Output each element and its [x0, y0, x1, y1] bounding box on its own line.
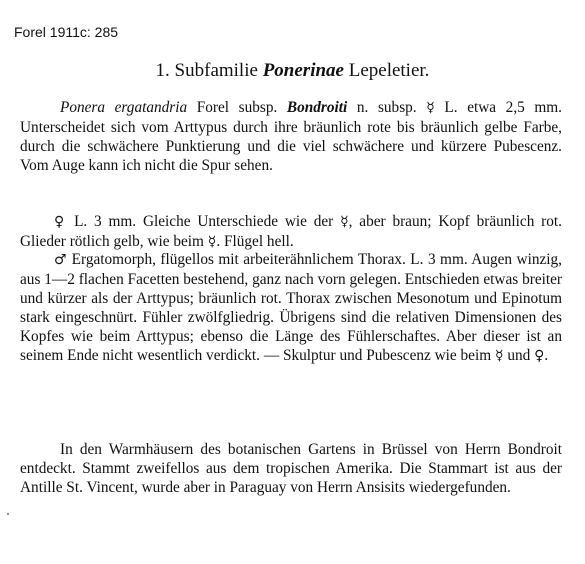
- scan-speck: [7, 513, 9, 515]
- female-description: [20, 212, 562, 252]
- worker-symbol-icon: ☿: [426, 100, 435, 116]
- p1-text-2: n. subsp.: [347, 99, 427, 116]
- page-reference-label: Forel 1911c: 285: [14, 24, 119, 40]
- p3-text-2: und: [503, 347, 535, 365]
- worker-symbol-icon: ☿: [207, 234, 217, 251]
- taxon-author: Lepeletier.: [348, 60, 430, 81]
- p1-text-3: L. etwa 2,5 mm. Unterscheidet sich vom Arttypus durch ihre bräunlich rote bis bräunlich gelbe Farbe, durch die schwächere Punktierung und die viel schwächere und kürzere Pubescenz. Vom Auge kann ich nicht die Spur sehen.: [20, 99, 563, 175]
- page-title: [0, 60, 585, 82]
- paragraph-male: [20, 250, 562, 367]
- male-description: [20, 250, 562, 367]
- female-symbol-icon: ♀: [54, 214, 68, 230]
- taxon-name: Ponerinae: [262, 60, 344, 81]
- worker-symbol-icon: ☿: [494, 348, 504, 365]
- p3-text-3: .: [544, 347, 549, 365]
- worker-symbol-icon: ☿: [340, 214, 349, 230]
- p2-text-3: . Flügel hell.: [216, 233, 294, 251]
- male-symbol-icon: ♂: [54, 252, 68, 268]
- heading-prefix: Subfamilie: [174, 60, 258, 81]
- p1-text-1: Forel subsp.: [187, 99, 287, 116]
- p3-text-1: Ergatomorph, flügellos mit arbeiterähnlichem Thorax. L. 3 mm. Augen winzig, aus 1—2 flachen Facetten bestehend, ganz nach vorn gelegen. Entschieden etwas breiter und kürzer als der Arttypus; bräunlich rot. Thorax zwischen Mesonotum und Epinotum stark eingeschnürt. Fühler zwölfgliedrig. Übrigens sind die relativen Dimensionen des Kopfes wie beim Arttypus; ebenso die Länge des Fühlerschaftes. Aber dieser ist an seinem Ende nicht wesentlich verdickt. — Skulptur und Pubescenz wie beim: [20, 251, 562, 365]
- paragraph-female: [20, 212, 562, 252]
- subspecies-name: Bondroiti: [286, 99, 348, 116]
- section-number: 1.: [155, 60, 170, 81]
- paragraph-worker: [20, 98, 562, 175]
- p2-text-1: L. 3 mm. Gleiche Unterschiede wie der: [67, 213, 341, 230]
- p2-text-2: , aber braun; Kopf bräunlich rot. Glieder rötlich gelb, wie beim: [20, 213, 562, 251]
- locality-description: [20, 440, 562, 497]
- female-symbol-icon: ♀: [534, 348, 545, 365]
- paragraph-locality: In den Warmhäusern des botanischen Gartens in Brüssel von Herrn Bondroit entdeckt. Stammt zweifellos aus dem tropischen Amerika. Die Stammart ist aus der Antille St. Vincent, wurde aber in Paraguay von Herrn Ansisits wiedergefunden.: [20, 441, 562, 497]
- species-name: Ponera ergatandria: [60, 99, 188, 116]
- species-description: [20, 98, 562, 175]
